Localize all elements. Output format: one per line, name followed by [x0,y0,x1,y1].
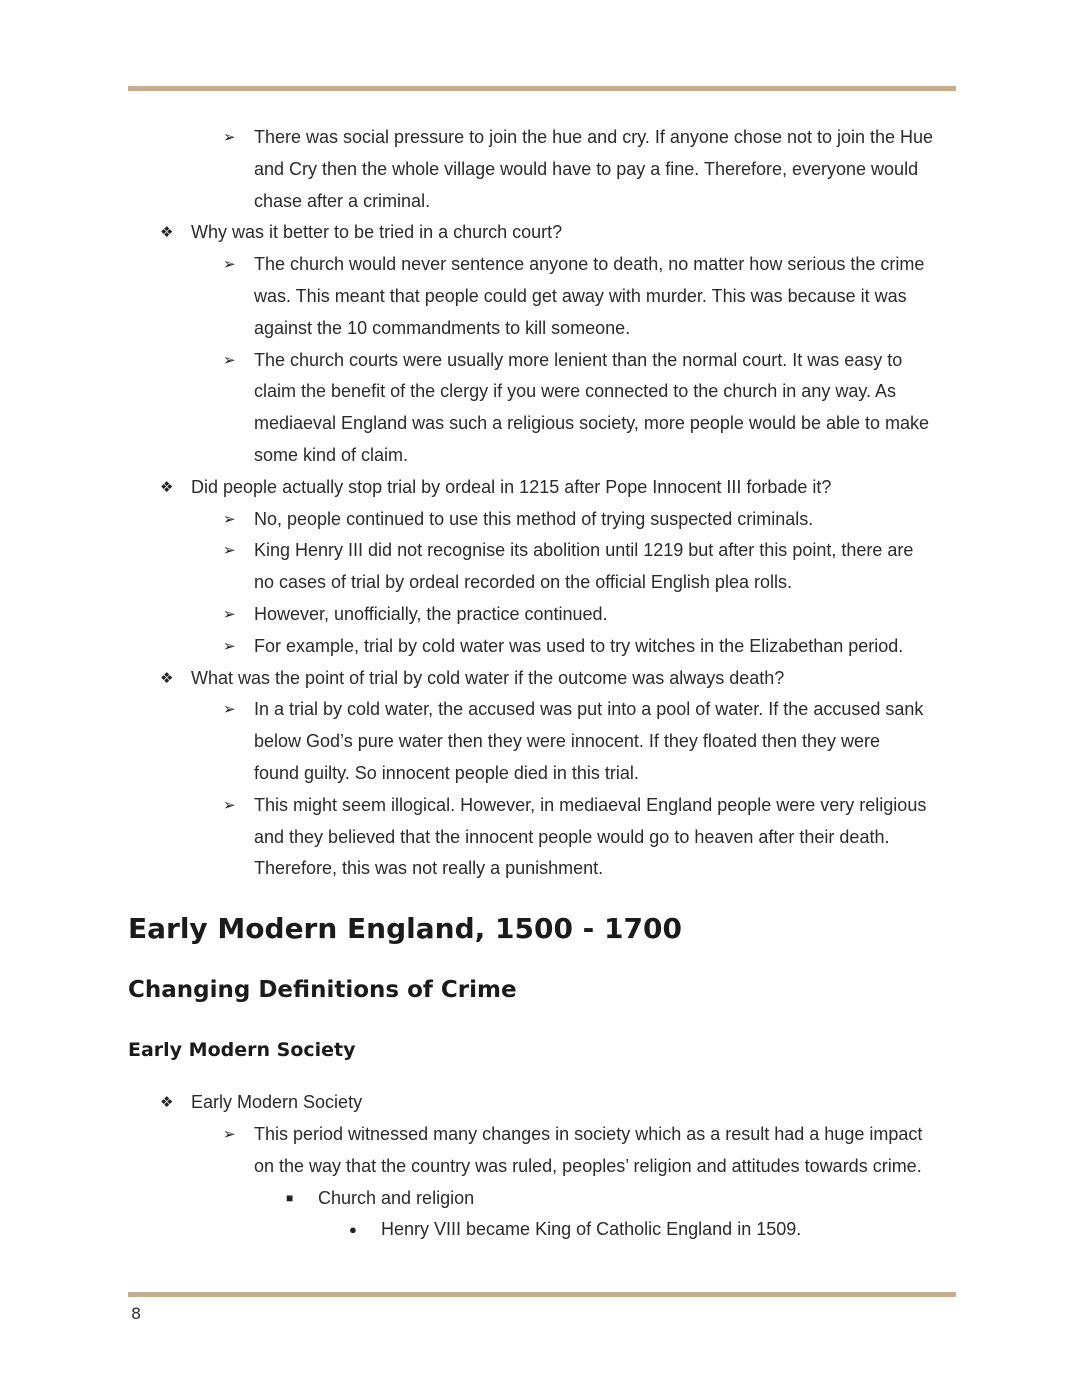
text-line: However, unofficially, the practice continued. [254,603,608,624]
dot-item [0,1214,1080,1246]
text-line: mediaeval England was such a religious society, more people would be able to make [254,413,930,434]
page-content [0,122,1080,1246]
footer-rule [128,1292,956,1297]
header-rule [128,86,956,91]
arrow-item [0,504,1080,536]
diamond-bullet-icon: ❖ [160,1094,174,1112]
text-line: and Cry then the whole village would have to pay a fine. Therefore, everyone would [254,158,919,179]
arrow-item [0,599,1080,631]
text-line: Henry VIII became King of Catholic England in 1509. [381,1219,802,1240]
text-line: In a trial by cold water, the accused was put into a pool of water. If the accused sank [254,699,924,720]
diamond-bullet-icon: ❖ [160,478,174,496]
text-line: found guilty. So innocent people died in this trial. [254,762,639,783]
arrow-bullet-icon: ➢ [223,542,236,560]
arrow-item [0,122,1080,154]
arrow-bullet-icon: ➢ [223,701,236,719]
square-bullet-icon: ■ [286,1190,294,1205]
text-line: claim the benefit of the clergy if you were connected to the church in any way. As [254,381,897,402]
arrow-item [0,345,1080,377]
text-line: There was social pressure to join the hue and cry. If anyone chose not to join the Hue [254,127,934,147]
text-line: For example, trial by cold water was used to try witches in the Elizabethan period. [254,635,904,656]
arrow-item [0,631,1080,663]
arrow-item [0,694,1080,726]
text-line: against the 10 commandments to kill someone. [254,317,631,338]
text-line: no cases of trial by ordeal recorded on the official English plea rolls. [254,572,792,593]
question-item [0,217,1080,249]
arrow-bullet-icon: ➢ [223,605,236,623]
text-line: below God’s pure water then they were innocent. If they floated then they were [254,731,881,752]
diamond-bullet-icon: ❖ [160,669,174,687]
text-line: This might seem illogical. However, in mediaeval England people were very religious [254,794,927,815]
text-line: King Henry III did not recognise its abolition until 1219 but after this point, there are [254,540,914,561]
arrow-item [0,790,1080,822]
arrow-bullet-icon: ➢ [223,256,236,274]
text-line: This period witnessed many changes in society which as a result had a huge impact [254,1123,923,1144]
topic-item [0,1087,1080,1119]
arrow-item [0,1119,1080,1151]
text-line: and they believed that the innocent people would go to heaven after their death. [254,826,890,847]
topic-text: Early Modern Society [191,1092,363,1113]
arrow-bullet-icon: ➢ [223,637,236,655]
subsection-heading: Changing Definitions of Crime [128,977,517,1004]
text-line: was. This meant that people could get away with murder. This was because it was [254,285,907,306]
text-line: chase after a criminal. [254,190,431,211]
dot-bullet-icon: ● [349,1222,357,1238]
arrow-item [0,535,1080,567]
square-item [0,1183,1080,1215]
arrow-bullet-icon: ➢ [223,796,236,814]
section-heading: Early Modern England, 1500 - 1700 [128,912,682,946]
arrow-bullet-icon: ➢ [223,1125,236,1143]
text-line: The church courts were usually more lenient than the normal court. It was easy to [254,349,903,370]
question-item [0,663,1080,695]
arrow-item [0,249,1080,281]
text-line: on the way that the country was ruled, peoples’ religion and attitudes towards crime. [254,1155,922,1176]
question-text: Did people actually stop trial by ordeal in 1215 after Pope Innocent III forbade it? [191,476,832,497]
diamond-bullet-icon: ❖ [160,224,174,242]
text-line: The church would never sentence anyone to death, no matter how serious the crime [254,254,925,275]
subsubsection-heading: Early Modern Society [128,1039,356,1062]
text-line: Church and religion [318,1187,475,1208]
question-text: What was the point of trial by cold water if the outcome was always death? [191,667,785,688]
arrow-bullet-icon: ➢ [223,351,236,369]
text-line: some kind of claim. [254,444,409,465]
question-text: Why was it better to be tried in a church court? [191,222,563,243]
page-number: 8 [131,1304,142,1323]
question-item [0,472,1080,504]
arrow-bullet-icon: ➢ [223,129,236,146]
arrow-bullet-icon: ➢ [223,510,236,528]
text-line: No, people continued to use this method of trying suspected criminals. [254,508,814,529]
text-line: Therefore, this was not really a punishment. [254,858,604,879]
